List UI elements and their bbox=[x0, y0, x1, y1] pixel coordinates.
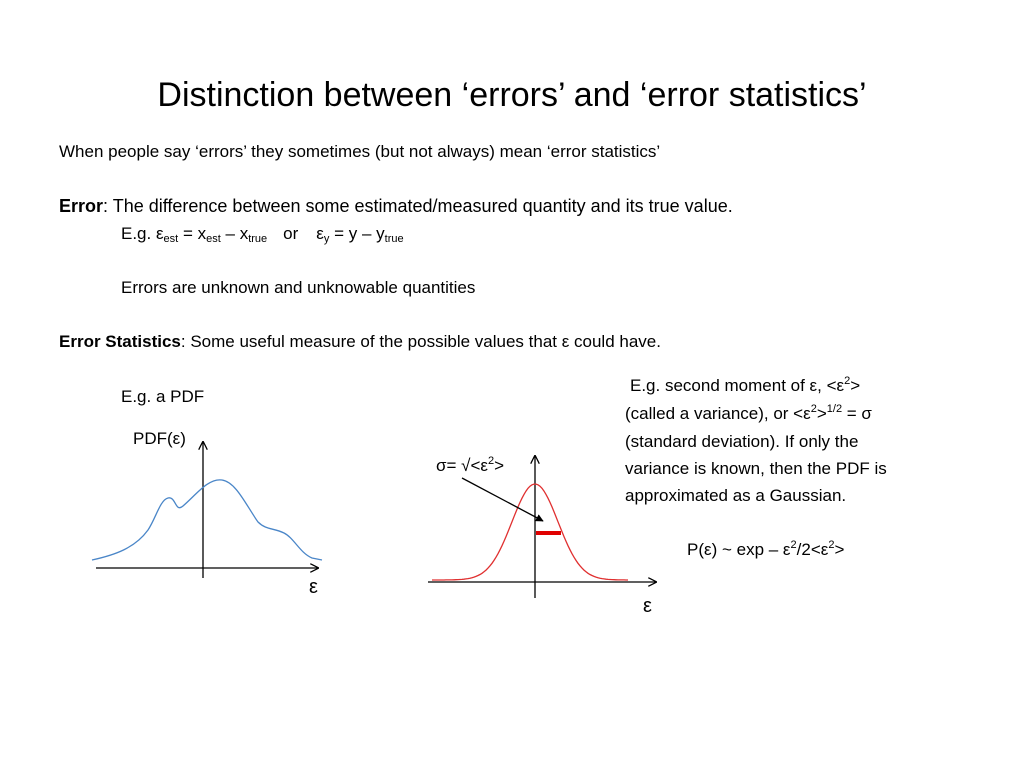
sigma-arrow bbox=[462, 478, 543, 521]
right-sup: 2 bbox=[844, 375, 851, 387]
eq-sub: est bbox=[206, 233, 221, 245]
eq-part: ε bbox=[316, 224, 324, 243]
sigma-sup: 2 bbox=[487, 455, 495, 467]
right-text: > bbox=[816, 404, 827, 423]
gauss-text: /2<ε bbox=[796, 540, 829, 559]
error-term: Error bbox=[59, 196, 104, 216]
eq-part: = y – y bbox=[329, 224, 385, 243]
left-pdf-figure bbox=[92, 442, 322, 578]
right-text: (called a variance), or <ε bbox=[625, 404, 811, 423]
right-text: = σ bbox=[842, 404, 872, 423]
intro-text: When people say ‘errors’ they sometimes (but not always) mean ‘error statistics’ bbox=[59, 142, 661, 161]
gauss-sup: 2 bbox=[828, 539, 835, 551]
right-sup: 2 bbox=[810, 403, 817, 415]
gauss-sup: 2 bbox=[790, 539, 797, 551]
eq-sub: true bbox=[248, 233, 268, 245]
stats-def-text: : Some useful measure of the possible values that ε could have. bbox=[180, 332, 661, 351]
gauss-text: > bbox=[834, 540, 845, 559]
right-text: E.g. second moment of ε, <ε bbox=[630, 376, 845, 395]
eq-eg: E.g. ε bbox=[121, 224, 164, 243]
right-line-4: variance is known, then the PDF is bbox=[625, 459, 887, 478]
right-text: > bbox=[850, 376, 861, 395]
sigma-text: > bbox=[494, 456, 505, 475]
eq-sub: y bbox=[323, 233, 330, 245]
gaussian-curve bbox=[432, 484, 628, 580]
eq-part: = x bbox=[178, 224, 207, 243]
sigma-text: σ= √<ε bbox=[436, 456, 488, 475]
stats-term: Error Statistics bbox=[59, 332, 181, 351]
right-sup: 1/2 bbox=[826, 403, 843, 415]
error-def-text: : The difference between some estimated/measured quantity and its true value. bbox=[103, 196, 733, 216]
slide-title: Distinction between ‘errors’ and ‘error statistics’ bbox=[157, 76, 867, 114]
eq-part: – x bbox=[220, 224, 249, 243]
left-x-label: ε bbox=[309, 576, 318, 598]
right-line-5: approximated as a Gaussian. bbox=[625, 486, 847, 505]
eq-sub: est bbox=[163, 233, 179, 245]
eg-pdf-label: E.g. a PDF bbox=[121, 387, 205, 406]
right-gaussian-figure bbox=[428, 456, 656, 598]
right-x-label: ε bbox=[643, 595, 652, 617]
eq-or: or bbox=[283, 224, 299, 243]
right-line-3: (standard deviation). If only the bbox=[625, 432, 859, 451]
unknowable-text: Errors are unknown and unknowable quantities bbox=[121, 278, 476, 297]
gauss-text: P(ε) ~ exp – ε bbox=[687, 540, 791, 559]
pdf-axis-label: PDF(ε) bbox=[133, 429, 186, 448]
left-pdf-curve bbox=[92, 480, 322, 560]
eq-sub: true bbox=[384, 233, 404, 245]
